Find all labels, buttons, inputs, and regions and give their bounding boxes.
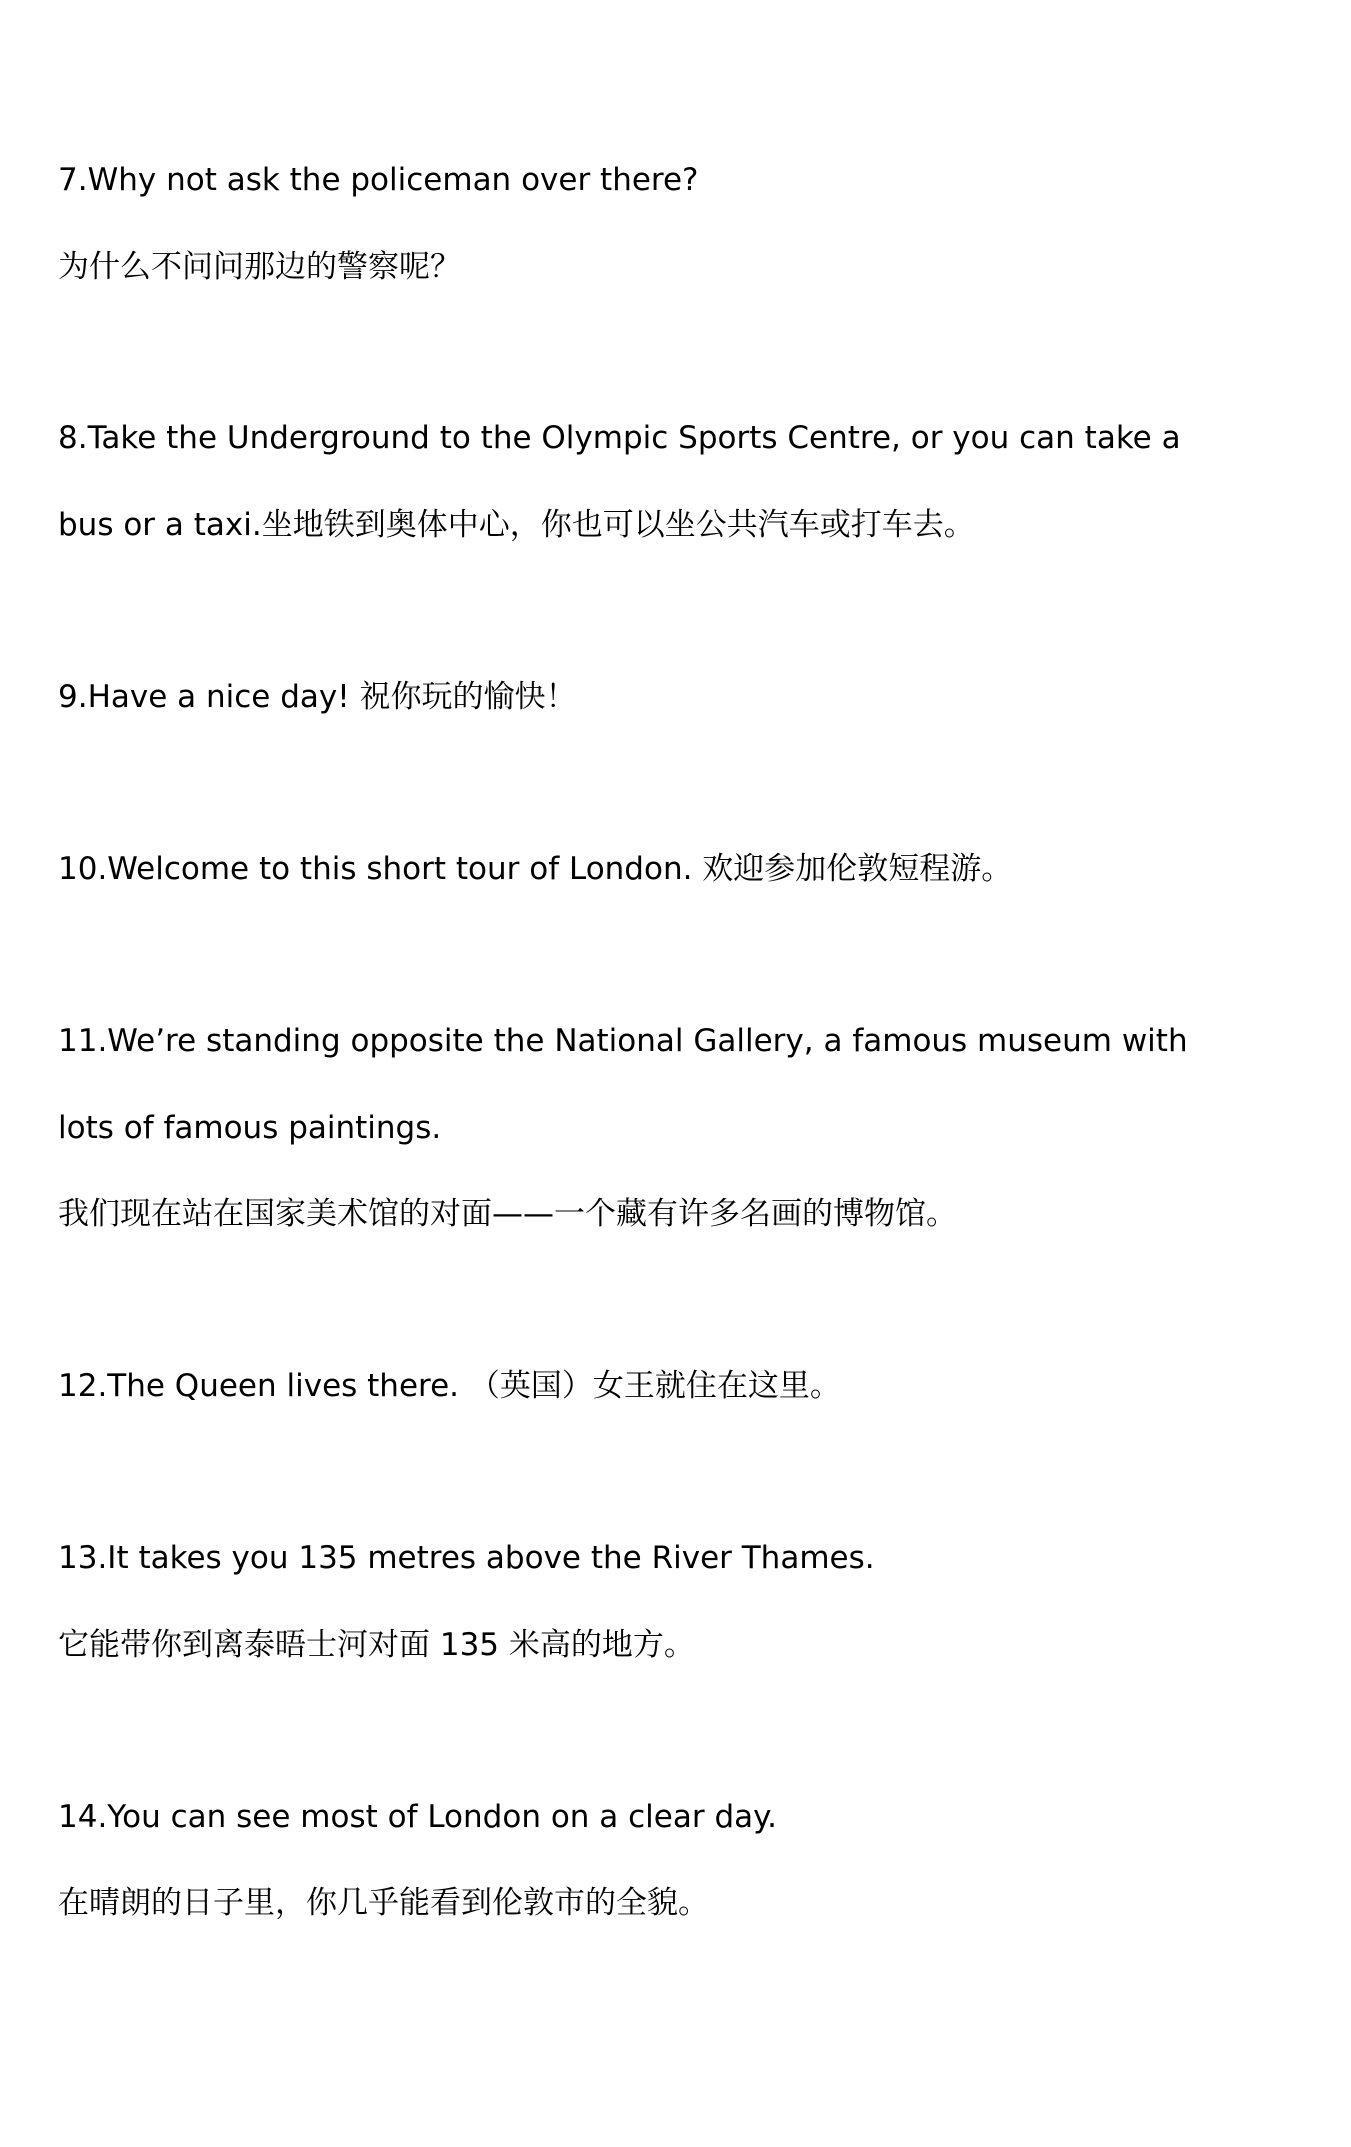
item-11-english-line-2: lots of famous paintings.	[58, 1110, 442, 1146]
item-8-english-line-1: 8.Take the Underground to the Olympic Sports Centre, or you can take a	[58, 420, 1181, 456]
item-14-english: 14.You can see most of London on a clear day.	[58, 1799, 777, 1835]
item-7-english: 7.Why not ask the policeman over there?	[58, 162, 699, 198]
item-13-english: 13.It takes you 135 metres above the River Thames.	[58, 1540, 875, 1576]
item-9-line: 9.Have a nice day! 祝你玩的愉快！	[58, 679, 577, 715]
item-11-chinese: 我们现在站在国家美术馆的对面——一个藏有许多名画的博物馆。	[58, 1196, 957, 1232]
item-12-line: 12.The Queen lives there. （英国）女王就住在这里。	[58, 1368, 841, 1404]
item-14-chinese: 在晴朗的日子里，你几乎能看到伦敦市的全貌。	[58, 1885, 709, 1921]
item-13-chinese: 它能带你到离泰晤士河对面 135 米高的地方。	[58, 1627, 695, 1663]
item-11-english-line-1: 11.We’re standing opposite the National Gallery, a famous museum with	[58, 1023, 1188, 1059]
item-8-english-chinese-line-2: bus or a taxi.坐地铁到奥体中心，你也可以坐公共汽车或打车去。	[58, 507, 975, 543]
item-10-line: 10.Welcome to this short tour of London. 欢迎参加伦敦短程游。	[58, 851, 1013, 887]
item-7-chinese: 为什么不问问那边的警察呢？	[58, 249, 461, 285]
